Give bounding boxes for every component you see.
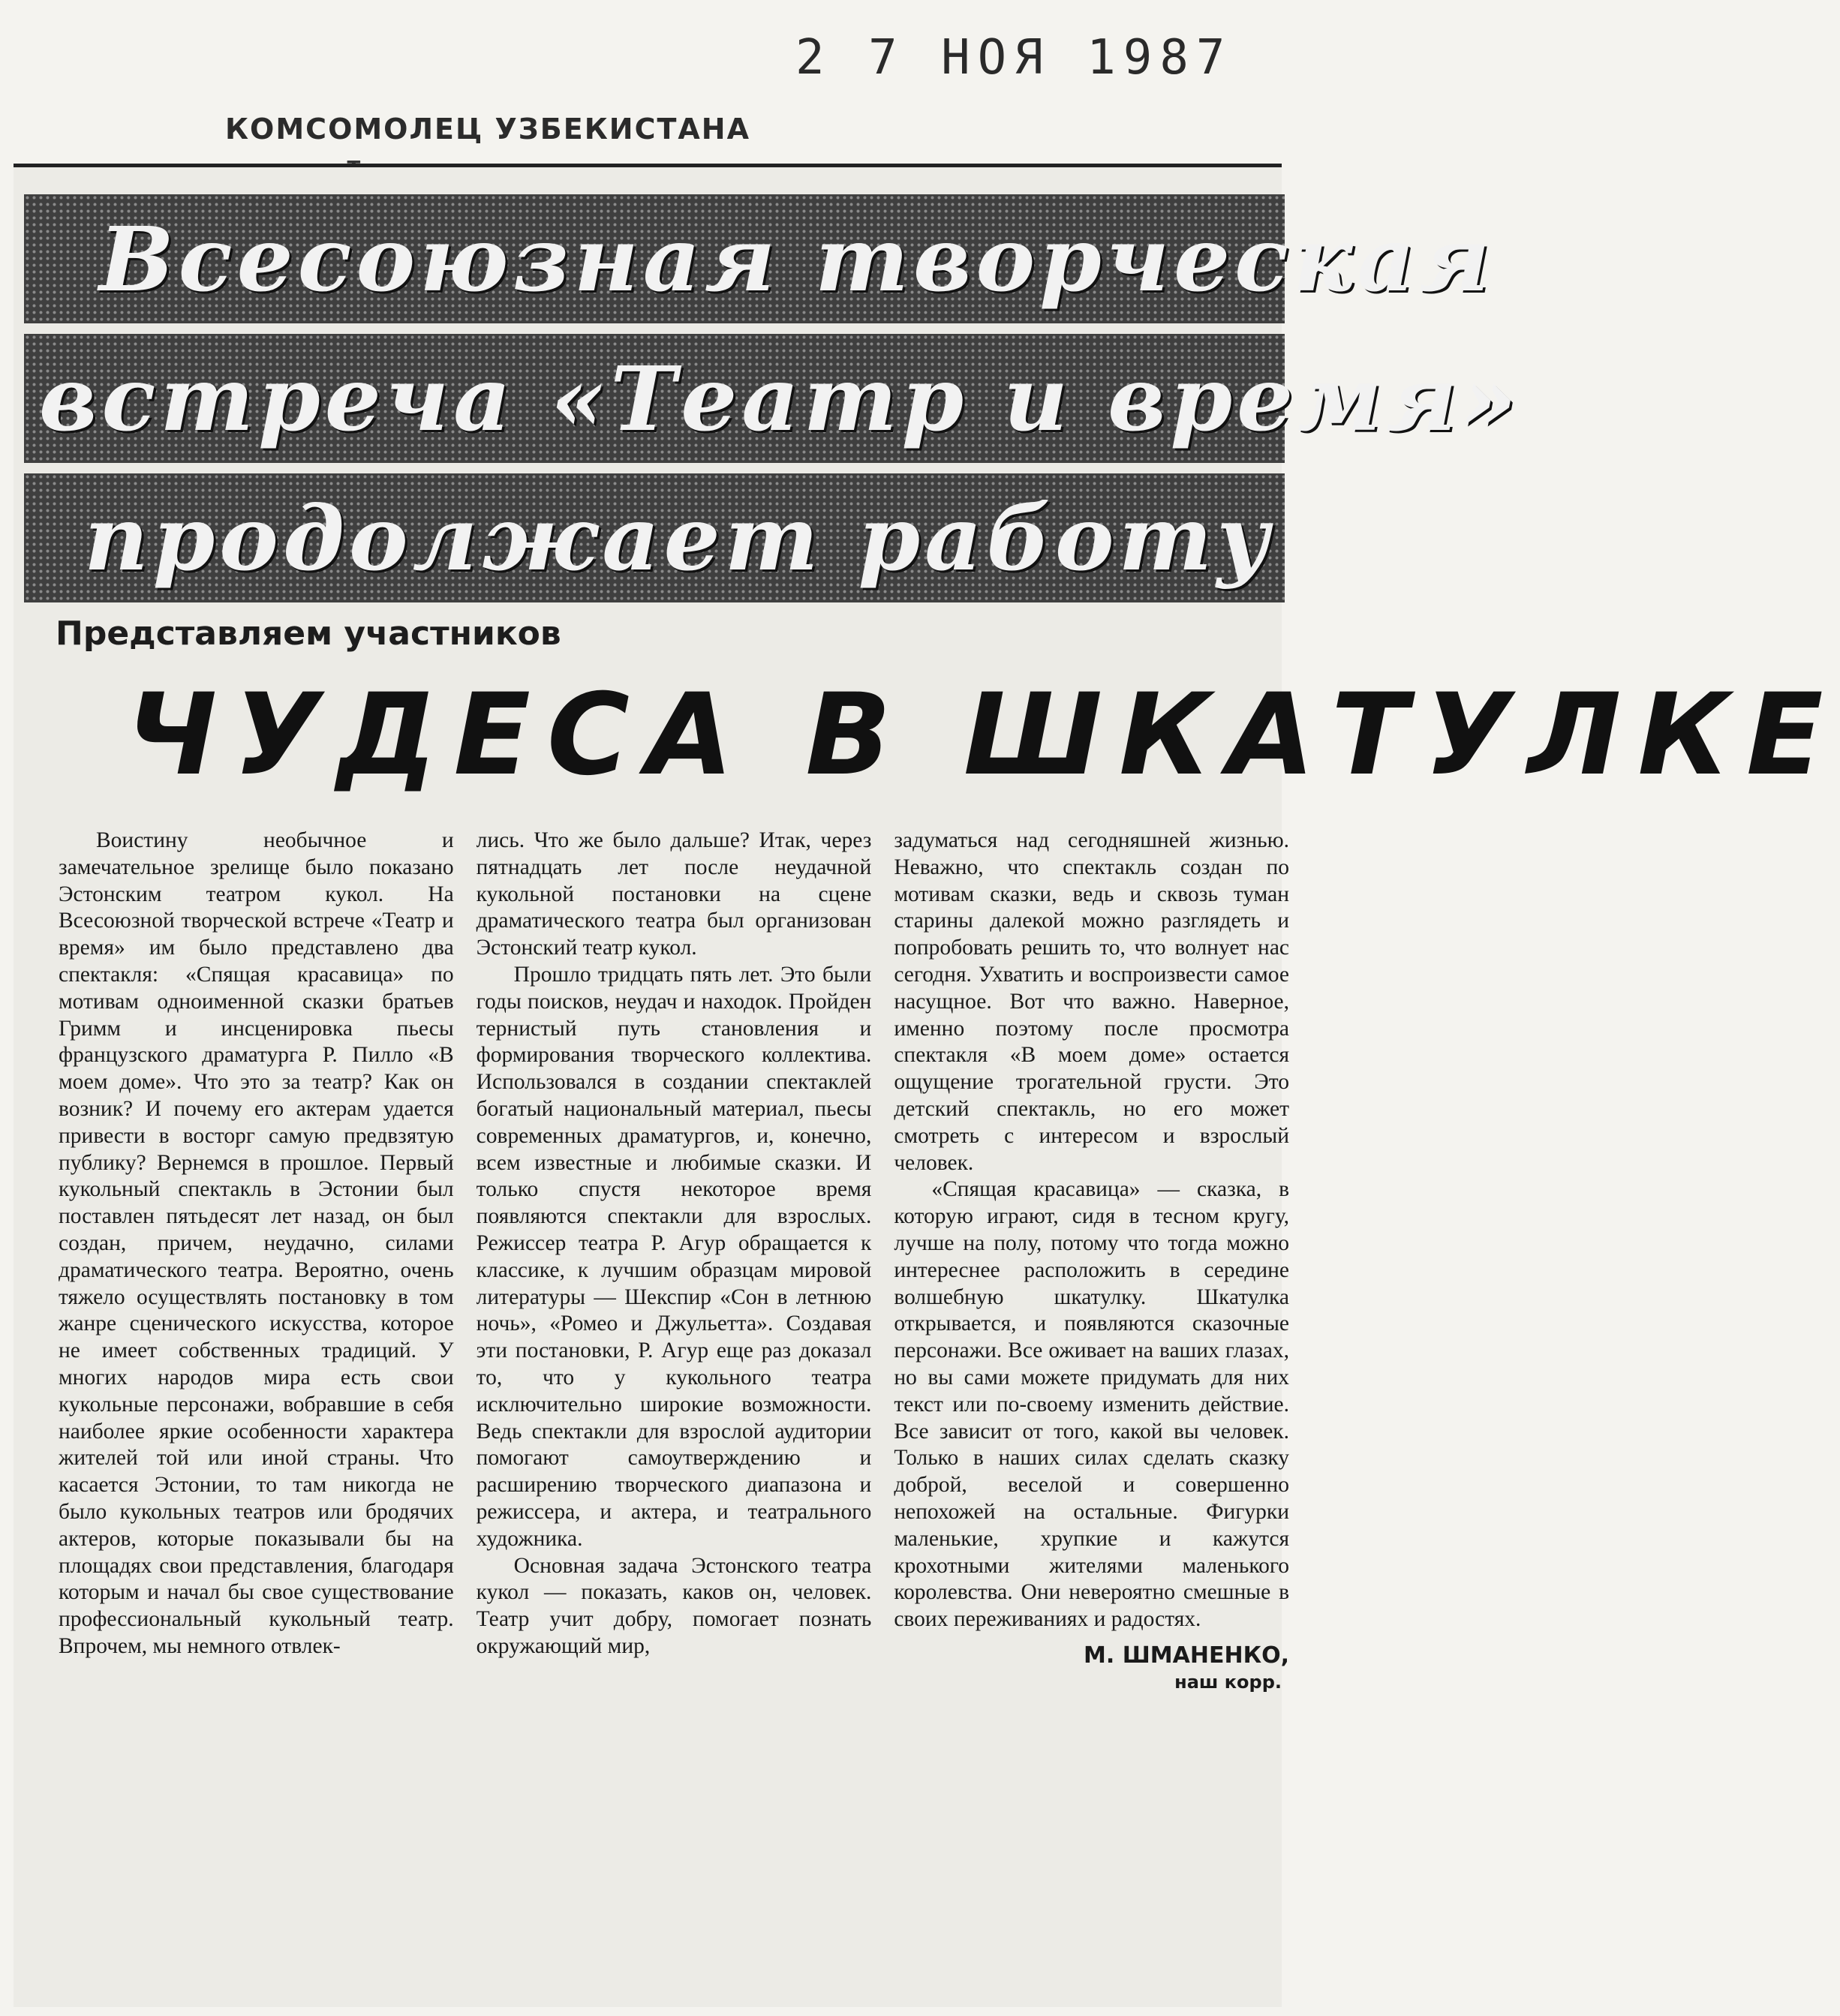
column-1: [59, 828, 454, 1998]
paragraph: Основная задача Эстонского театра кукол — показать, каков он, человек. Театр учит добру, помогает познать окружающий мир,: [476, 1553, 872, 1658]
column-3: [894, 828, 1289, 1998]
paragraph: «Спящая красавица» — сказка, в которую играют, сидя в тесном кругу, лучше на полу, потому что тогда можно интереснее расположить в середине волшебную шкатулку. Шкатулка открывается, и появляются сказочные персонажи. Все оживает на ваших глазах, но вы сами можете придумать для них текст или по-своему изменить действие. Все зависит от того, какой вы человек. Только в наших силах сделать сказку доброй, веселой и совершенно непохожей на остальные. Фигурки маленькие, хрупкие и кажутся крохотными жителями маленького королевства. Они невероятно смешные в своих переживаниях и радостях.: [894, 1177, 1290, 1632]
paragraph: Воистину необычное и замечательное зрелище было показано Эстонским театром кукол. На Всесоюзной творческой встрече «Театр и время» им было представлено два спектакля: «Спящая красавица» по мотивам одноименной сказки братьев Гримм и инсценировка пьесы французского драматурга Р. Пилло «В моем доме». Что это за театр? Как он возник? И почему его актерам удается привести в восторг самую предвзятую публику? Вернемся в прошлое. Первый кукольный спектакль в Эстонии был поставлен пятьдесят лет назад, он был создан, причем, неудачно, силами драматического театра. Вероятно, очень тяжело осуществлять постановку в том жанре сценического искусства, которое не имеет собственных традиций. У многих народов мира есть свои кукольные персонажи, вобравшие в себя наиболее яркие особенности характера жителей той или иной страны. Что касается Эстонии, то там никогда не было кукольных театров или бродячих актеров, которые показывали бы на площадях свои представления, благодаря которым и начал бы свое существование профессиональный кукольный театр. Впрочем, мы немного отвлек-: [59, 828, 454, 1658]
article-body: [59, 828, 1289, 1998]
headline-block: [24, 194, 1522, 613]
newspaper-clipping: [14, 164, 1840, 2007]
newspaper-stamp: КОМСОМОЛЕЦ УЗБЕКИСТАНА: [225, 113, 751, 146]
date-stamp: 2 7 НОЯ 1987: [795, 30, 1233, 86]
paragraph: задуматься над сегодняшней жизнью. Неважно, что спектакль создан по мотивам сказки, ведь и сквозь туман старины далекой можно разглядеть и попробовать решить то, что волнует нас сегодня. Ухватить и воспроизвести самое насущное. Вот что важно. Наверное, именно поэтому после просмотра спектакля «В моем доме» остается ощущение трогательной грусти. Это детский спектакль, но его может смотреть с интересом и взрослый человек.: [894, 828, 1290, 1175]
paragraph: Прошло тридцать пять лет. Это были годы поисков, неудач и находок. Пройден тернистый путь становления и формирования творческого коллектива. Использовался в создании спектаклей богатый национальный материал, пьесы современных драматургов, и, конечно, всем известные и любимые сказки. И только спустя некоторое время появляются спектакли для взрослых. Режиссер театра Р. Агур обращается к классике, к лучшим образцам мировой литературы — Шекспир «Сон в летнюю ночь», «Ромео и Джульетта». Создавая эти постановки, Р. Агур еще раз доказал то, что у кукольного театра исключительно широкие возможности. Ведь спектакли для взрослой аудитории помогают самоутверждению и расширению творческого диапазона и режиссера, и актера, и театрального художника.: [476, 962, 872, 1551]
paragraph: лись. Что же было дальше? Итак, через пятнадцать лет после неудачной кукольной постановки на сцене драматического театра был организован Эстонский театр кукол.: [476, 828, 872, 960]
headline-line-1: Всесоюзная творческая: [24, 194, 1285, 323]
headline-line-3: продолжает работу: [24, 473, 1285, 602]
headline-line-2: встреча «Театр и время»: [24, 334, 1285, 463]
column-2: [477, 828, 872, 1998]
author-signature: М. ШМАНЕНКО,: [1084, 1642, 1290, 1669]
kicker: Представляем участников: [56, 614, 561, 653]
author-role: наш корр.: [1174, 1671, 1282, 1693]
article-title: ЧУДЕСА В ШКАТУЛКЕ: [126, 670, 1840, 801]
